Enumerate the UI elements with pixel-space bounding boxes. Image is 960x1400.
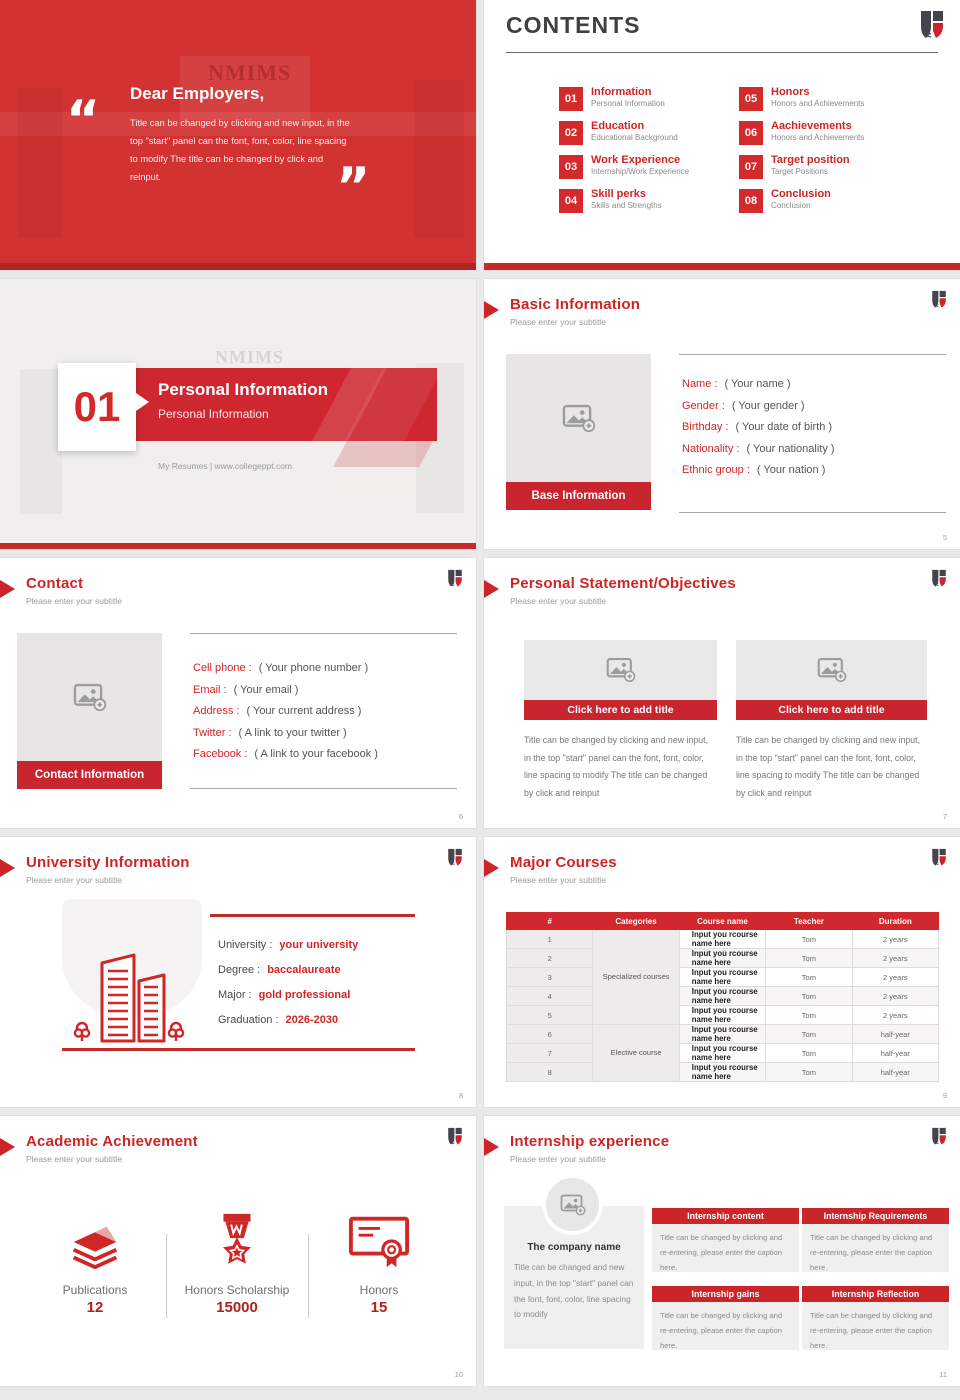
field-row <box>193 658 473 680</box>
table-row <box>507 987 939 1006</box>
cell-num: 7 <box>507 1044 593 1063</box>
field-row <box>682 460 874 482</box>
page-number: 8 <box>458 1091 463 1100</box>
field-label: Major : <box>218 989 252 1001</box>
box-title: Internship Requirements <box>802 1208 949 1224</box>
divider <box>308 1234 309 1318</box>
field-label: Birthday : <box>682 421 729 433</box>
crest-logo-icon <box>931 1127 947 1146</box>
column-header: Course name <box>679 913 765 930</box>
box-body: Title can be changed by clicking and re-entering, please enter the caption here. <box>652 1302 799 1350</box>
cover-bottom-strip <box>0 263 476 270</box>
field-value: ( Your current address ) <box>246 705 362 717</box>
toc-number: 05 <box>739 87 763 111</box>
open-quote-icon: “ <box>66 90 101 150</box>
field-value: ( Your phone number ) <box>258 662 369 674</box>
field-value: ( Your gender ) <box>731 399 805 412</box>
internship-content-box <box>652 1208 799 1272</box>
photo-placeholder[interactable] <box>506 354 651 482</box>
slide-subtitle: Please enter your subtitle <box>510 875 606 885</box>
cell-duration: 2 years <box>852 1006 938 1025</box>
toc-item-work-experience[interactable] <box>559 154 734 188</box>
building-shape <box>414 80 464 238</box>
column-header: Categories <box>593 913 679 930</box>
cover-body-text: Title can be changed by clicking and new input, in the top "start" panel can the font, font, color, line spacing to modify The title can be changed by click and reinput. <box>130 118 350 183</box>
achievement-honors <box>314 1212 444 1316</box>
photo-caption: Base Information <box>506 482 651 510</box>
slide-title: Basic Information <box>510 296 641 313</box>
field-label: Email : <box>193 683 227 696</box>
divider <box>679 354 946 355</box>
field-row <box>193 701 473 723</box>
image-placeholder[interactable] <box>736 640 927 700</box>
cell-teacher: Tom <box>766 1044 852 1063</box>
page-number: 5 <box>942 533 947 542</box>
achievement-label: Honors <box>359 1283 399 1297</box>
slide-title: Personal Statement/Objectives <box>510 575 736 592</box>
section-bottom-strip <box>0 543 476 549</box>
cell-course: Input you rcourse name here <box>679 1044 765 1063</box>
crest-logo-icon <box>931 569 947 588</box>
medal-icon <box>206 1212 268 1270</box>
box-body: Title can be changed by clicking and re-entering, please enter the caption here. <box>802 1224 949 1272</box>
cell-course: Input you rcourse name here <box>679 968 765 987</box>
cell-teacher: Tom <box>766 968 852 987</box>
section-subtitle: Personal Information <box>158 407 269 421</box>
field-row <box>218 1008 358 1033</box>
toc-item-honors[interactable] <box>739 86 914 120</box>
add-image-icon <box>562 404 596 433</box>
achievement-label: Honors Scholarship <box>184 1283 290 1297</box>
campus-watermark: NMIMS <box>208 60 292 85</box>
field-value: ( Your name ) <box>724 378 791 390</box>
slide-contact[interactable] <box>0 558 476 828</box>
slide-section-cover[interactable] <box>0 279 476 549</box>
page-number: 10 <box>454 1370 463 1379</box>
cell-teacher: Tom <box>766 1006 852 1025</box>
toc-subtitle: Honors and Achievements <box>771 98 865 108</box>
field-row <box>193 744 473 766</box>
field-row <box>218 933 358 958</box>
achievement-label: Publications <box>62 1283 128 1297</box>
section-number-box <box>58 363 136 451</box>
toc-number: 03 <box>559 155 583 179</box>
contents-title: CONTENTS <box>506 12 641 38</box>
field-row <box>682 439 874 461</box>
toc-number: 01 <box>559 87 583 111</box>
red-rule <box>210 914 415 917</box>
field-row <box>218 983 358 1008</box>
statement-body: Title can be changed by clicking and new input, in the top "start" panel can the font, font, color, line spacing to modify The title can be changed by click and reinput <box>736 735 921 798</box>
statement-card <box>524 640 717 802</box>
cell-course: Input you rcourse name here <box>679 1025 765 1044</box>
column-header: Teacher <box>766 913 852 930</box>
field-value: ( Your date of birth ) <box>735 421 833 433</box>
box-title: Internship content <box>652 1208 799 1224</box>
field-value: ( Your nationality ) <box>746 442 835 455</box>
table-row <box>507 1006 939 1025</box>
achievement-value: 15 <box>370 1299 388 1316</box>
field-value: ( Your nation ) <box>756 464 826 476</box>
slide-academic-achievement[interactable] <box>0 1116 476 1386</box>
slide-subtitle: Please enter your subtitle <box>510 317 606 327</box>
slide-title: Internship experience <box>510 1133 670 1150</box>
cell-num: 4 <box>507 987 593 1006</box>
divider <box>679 512 946 513</box>
crest-logo-icon <box>447 848 463 867</box>
building-shape <box>18 88 62 238</box>
toc-item-information[interactable] <box>559 86 734 120</box>
section-number: 01 <box>73 383 121 430</box>
header-arrow-icon <box>484 301 499 319</box>
field-label: University : <box>218 939 273 951</box>
slide-personal-statement[interactable] <box>484 558 960 828</box>
field-row <box>682 374 874 396</box>
box-title: Internship gains <box>652 1286 799 1302</box>
page-number: 7 <box>942 812 947 821</box>
page-number: 6 <box>458 812 463 821</box>
toc-subtitle: Honors and Achievements <box>771 132 865 142</box>
slide-university-information[interactable] <box>0 837 476 1107</box>
cell-teacher: Tom <box>766 1025 852 1044</box>
add-image-icon <box>606 657 636 683</box>
close-quote-icon: ” <box>336 157 371 217</box>
cell-num: 1 <box>507 930 593 949</box>
table-row <box>507 968 939 987</box>
slide-title: University Information <box>26 854 190 871</box>
table-header-row <box>507 913 939 930</box>
field-value: baccalaureate <box>267 964 341 976</box>
achievement-publications <box>30 1212 160 1316</box>
field-row <box>193 723 473 745</box>
toc-title: Target position <box>771 154 850 166</box>
slide-major-courses[interactable] <box>484 837 960 1107</box>
add-title-button[interactable]: Click here to add title <box>524 700 717 720</box>
basic-fields <box>682 374 874 482</box>
cell-teacher: Tom <box>766 1063 852 1082</box>
table-row <box>507 949 939 968</box>
field-row <box>218 958 358 983</box>
toc-number: 06 <box>739 121 763 145</box>
title-rule <box>506 52 938 53</box>
toc-number: 02 <box>559 121 583 145</box>
statement-body: Title can be changed by clicking and new input, in the top "start" panel can the font, font, color, line spacing to modify The title can be changed by click and reinput <box>524 735 709 798</box>
header-arrow-icon <box>484 859 499 877</box>
field-value: ( Your email ) <box>233 683 299 696</box>
banner-ghost-stripe <box>333 441 433 467</box>
section-footer: My Resumes | www.collegeppt.com <box>158 461 293 471</box>
divider <box>190 788 457 789</box>
company-logo-placeholder[interactable] <box>546 1178 599 1231</box>
cell-duration: half-year <box>852 1025 938 1044</box>
add-image-icon <box>560 1194 586 1216</box>
table-row <box>507 1025 939 1044</box>
crest-logo-icon <box>931 290 947 309</box>
slide-cover-quote[interactable] <box>0 0 476 270</box>
campus-watermark: NMIMS <box>215 347 284 367</box>
cell-course: Input you rcourse name here <box>679 930 765 949</box>
field-value: gold professional <box>258 989 351 1001</box>
cell-course: Input you rcourse name here <box>679 987 765 1006</box>
field-label: Name : <box>682 378 718 390</box>
field-value: ( A link to your twitter ) <box>238 726 347 739</box>
field-label: Degree : <box>218 964 261 976</box>
toc-subtitle: Personal Information <box>591 98 665 108</box>
cell-duration: 2 years <box>852 987 938 1006</box>
box-title: Internship Reflection <box>802 1286 949 1302</box>
field-label: Facebook : <box>193 748 248 760</box>
header-arrow-icon <box>484 580 499 598</box>
toc-title: Conclusion <box>771 188 831 200</box>
add-image-icon <box>73 683 107 712</box>
header-arrow-icon <box>0 859 15 877</box>
toc-subtitle: Target Positions <box>771 166 828 176</box>
cell-duration: half-year <box>852 1044 938 1063</box>
toc-title: Work Experience <box>591 154 681 166</box>
cell-course: Input you rcourse name here <box>679 1006 765 1025</box>
crest-logo-icon <box>447 569 463 588</box>
cell-category: Specialized courses <box>593 930 679 1025</box>
internship-requirements-box <box>802 1208 949 1272</box>
slide-contents[interactable] <box>484 0 960 270</box>
slide-subtitle: Please enter your subtitle <box>510 1154 606 1164</box>
cell-num: 3 <box>507 968 593 987</box>
cell-num: 8 <box>507 1063 593 1082</box>
table-row <box>507 930 939 949</box>
cell-duration: half-year <box>852 1063 938 1082</box>
contents-bottom-bar <box>484 263 960 270</box>
field-label: Gender : <box>682 399 725 412</box>
photo-placeholder[interactable] <box>17 633 162 761</box>
contact-fields <box>193 658 473 766</box>
toc-item-target-position[interactable] <box>739 154 914 188</box>
crest-logo-icon <box>447 1127 463 1146</box>
cell-teacher: Tom <box>766 930 852 949</box>
internship-reflection-box <box>802 1286 949 1350</box>
slide-basic-information[interactable] <box>484 279 960 549</box>
university-building-icon <box>62 945 194 1049</box>
field-row <box>193 680 473 702</box>
header-arrow-icon <box>0 1138 15 1156</box>
achievement-value: 15000 <box>216 1299 258 1316</box>
slide-subtitle: Please enter your subtitle <box>26 875 122 885</box>
slide-title: Academic Achievement <box>26 1133 198 1150</box>
field-row <box>682 396 874 418</box>
field-value: ( A link to your facebook ) <box>254 748 378 760</box>
toc-subtitle: Educational Background <box>591 132 678 142</box>
cell-course: Input you rcourse name here <box>679 1063 765 1082</box>
achievement-value: 12 <box>86 1299 104 1316</box>
column-header: Duration <box>852 913 938 930</box>
section-title: Personal Information <box>158 380 329 399</box>
cell-num: 5 <box>507 1006 593 1025</box>
company-name: The company name <box>527 1242 621 1253</box>
toc-item-skill-perks[interactable] <box>559 188 734 222</box>
box-body: Title can be changed by clicking and re-entering, please enter the caption here. <box>652 1224 799 1272</box>
field-value: your university <box>279 939 359 951</box>
image-placeholder[interactable] <box>524 640 717 700</box>
cell-duration: 2 years <box>852 930 938 949</box>
divider <box>166 1234 167 1318</box>
arrow-right-icon <box>136 393 149 411</box>
field-label: Nationality : <box>682 442 740 455</box>
university-fields <box>218 933 358 1033</box>
field-label: Ethnic group : <box>682 464 750 476</box>
cell-duration: 2 years <box>852 968 938 987</box>
slide-title: Contact <box>26 575 84 592</box>
field-row <box>682 417 874 439</box>
box-body: Title can be changed by clicking and re-entering, please enter the caption here. <box>802 1302 949 1350</box>
toc-subtitle: Internship/Work Experience <box>591 166 690 176</box>
slide-subtitle: Please enter your subtitle <box>510 596 606 606</box>
publications-icon <box>64 1212 126 1270</box>
field-label: Address : <box>193 705 240 717</box>
field-label: Cell phone : <box>193 662 252 674</box>
toc-number: 08 <box>739 189 763 213</box>
toc-title: Aachievements <box>771 120 852 132</box>
slide-subtitle: Please enter your subtitle <box>26 1154 122 1164</box>
toc-number: 07 <box>739 155 763 179</box>
toc-title: Information <box>591 86 652 98</box>
red-rule <box>62 1048 415 1051</box>
toc-subtitle: Conclusion <box>771 200 811 210</box>
crest-logo-icon <box>931 848 947 867</box>
cell-category: Elective course <box>593 1025 679 1082</box>
toc-title: Education <box>591 120 645 132</box>
company-body: Title can be changed and new input, in the top "start" panel can the font, font, color, line spacing to modify <box>514 1262 634 1320</box>
toc-item-conclusion[interactable] <box>739 188 914 222</box>
page-number: 11 <box>939 1370 947 1379</box>
table-row <box>507 1063 939 1082</box>
cell-duration: 2 years <box>852 949 938 968</box>
crest-logo-icon <box>919 10 945 40</box>
field-value: 2026-2030 <box>285 1014 339 1026</box>
add-title-button[interactable]: Click here to add title <box>736 700 927 720</box>
field-label: Graduation : <box>218 1014 279 1026</box>
cover-title: Dear Employers, <box>130 84 265 103</box>
cell-teacher: Tom <box>766 987 852 1006</box>
field-label: Twitter : <box>193 726 232 739</box>
building-shape <box>20 369 62 514</box>
internship-gains-box <box>652 1286 799 1350</box>
cell-teacher: Tom <box>766 949 852 968</box>
toc-item-education[interactable] <box>559 120 734 154</box>
cell-num: 6 <box>507 1025 593 1044</box>
page-number: 9 <box>942 1091 947 1100</box>
toc-title: Honors <box>771 86 810 98</box>
certificate-icon <box>348 1212 410 1270</box>
toc-subtitle: Skills and Strengths <box>591 200 662 210</box>
courses-table <box>506 912 939 1082</box>
add-image-icon <box>817 657 847 683</box>
slide-title: Major Courses <box>510 854 617 871</box>
toc-number: 04 <box>559 189 583 213</box>
slide-subtitle: Please enter your subtitle <box>26 596 122 606</box>
statement-card <box>736 640 927 802</box>
header-arrow-icon <box>0 580 15 598</box>
cell-num: 2 <box>507 949 593 968</box>
table-row <box>507 1044 939 1063</box>
header-arrow-icon <box>484 1138 499 1156</box>
column-header: # <box>507 913 593 930</box>
divider <box>190 633 457 634</box>
toc-title: Skill perks <box>591 188 647 200</box>
toc-item-achievements[interactable] <box>739 120 914 154</box>
slide-internship-experience[interactable] <box>484 1116 960 1386</box>
achievement-scholarship <box>172 1212 302 1316</box>
photo-caption: Contact Information <box>17 761 162 789</box>
cell-course: Input you rcourse name here <box>679 949 765 968</box>
